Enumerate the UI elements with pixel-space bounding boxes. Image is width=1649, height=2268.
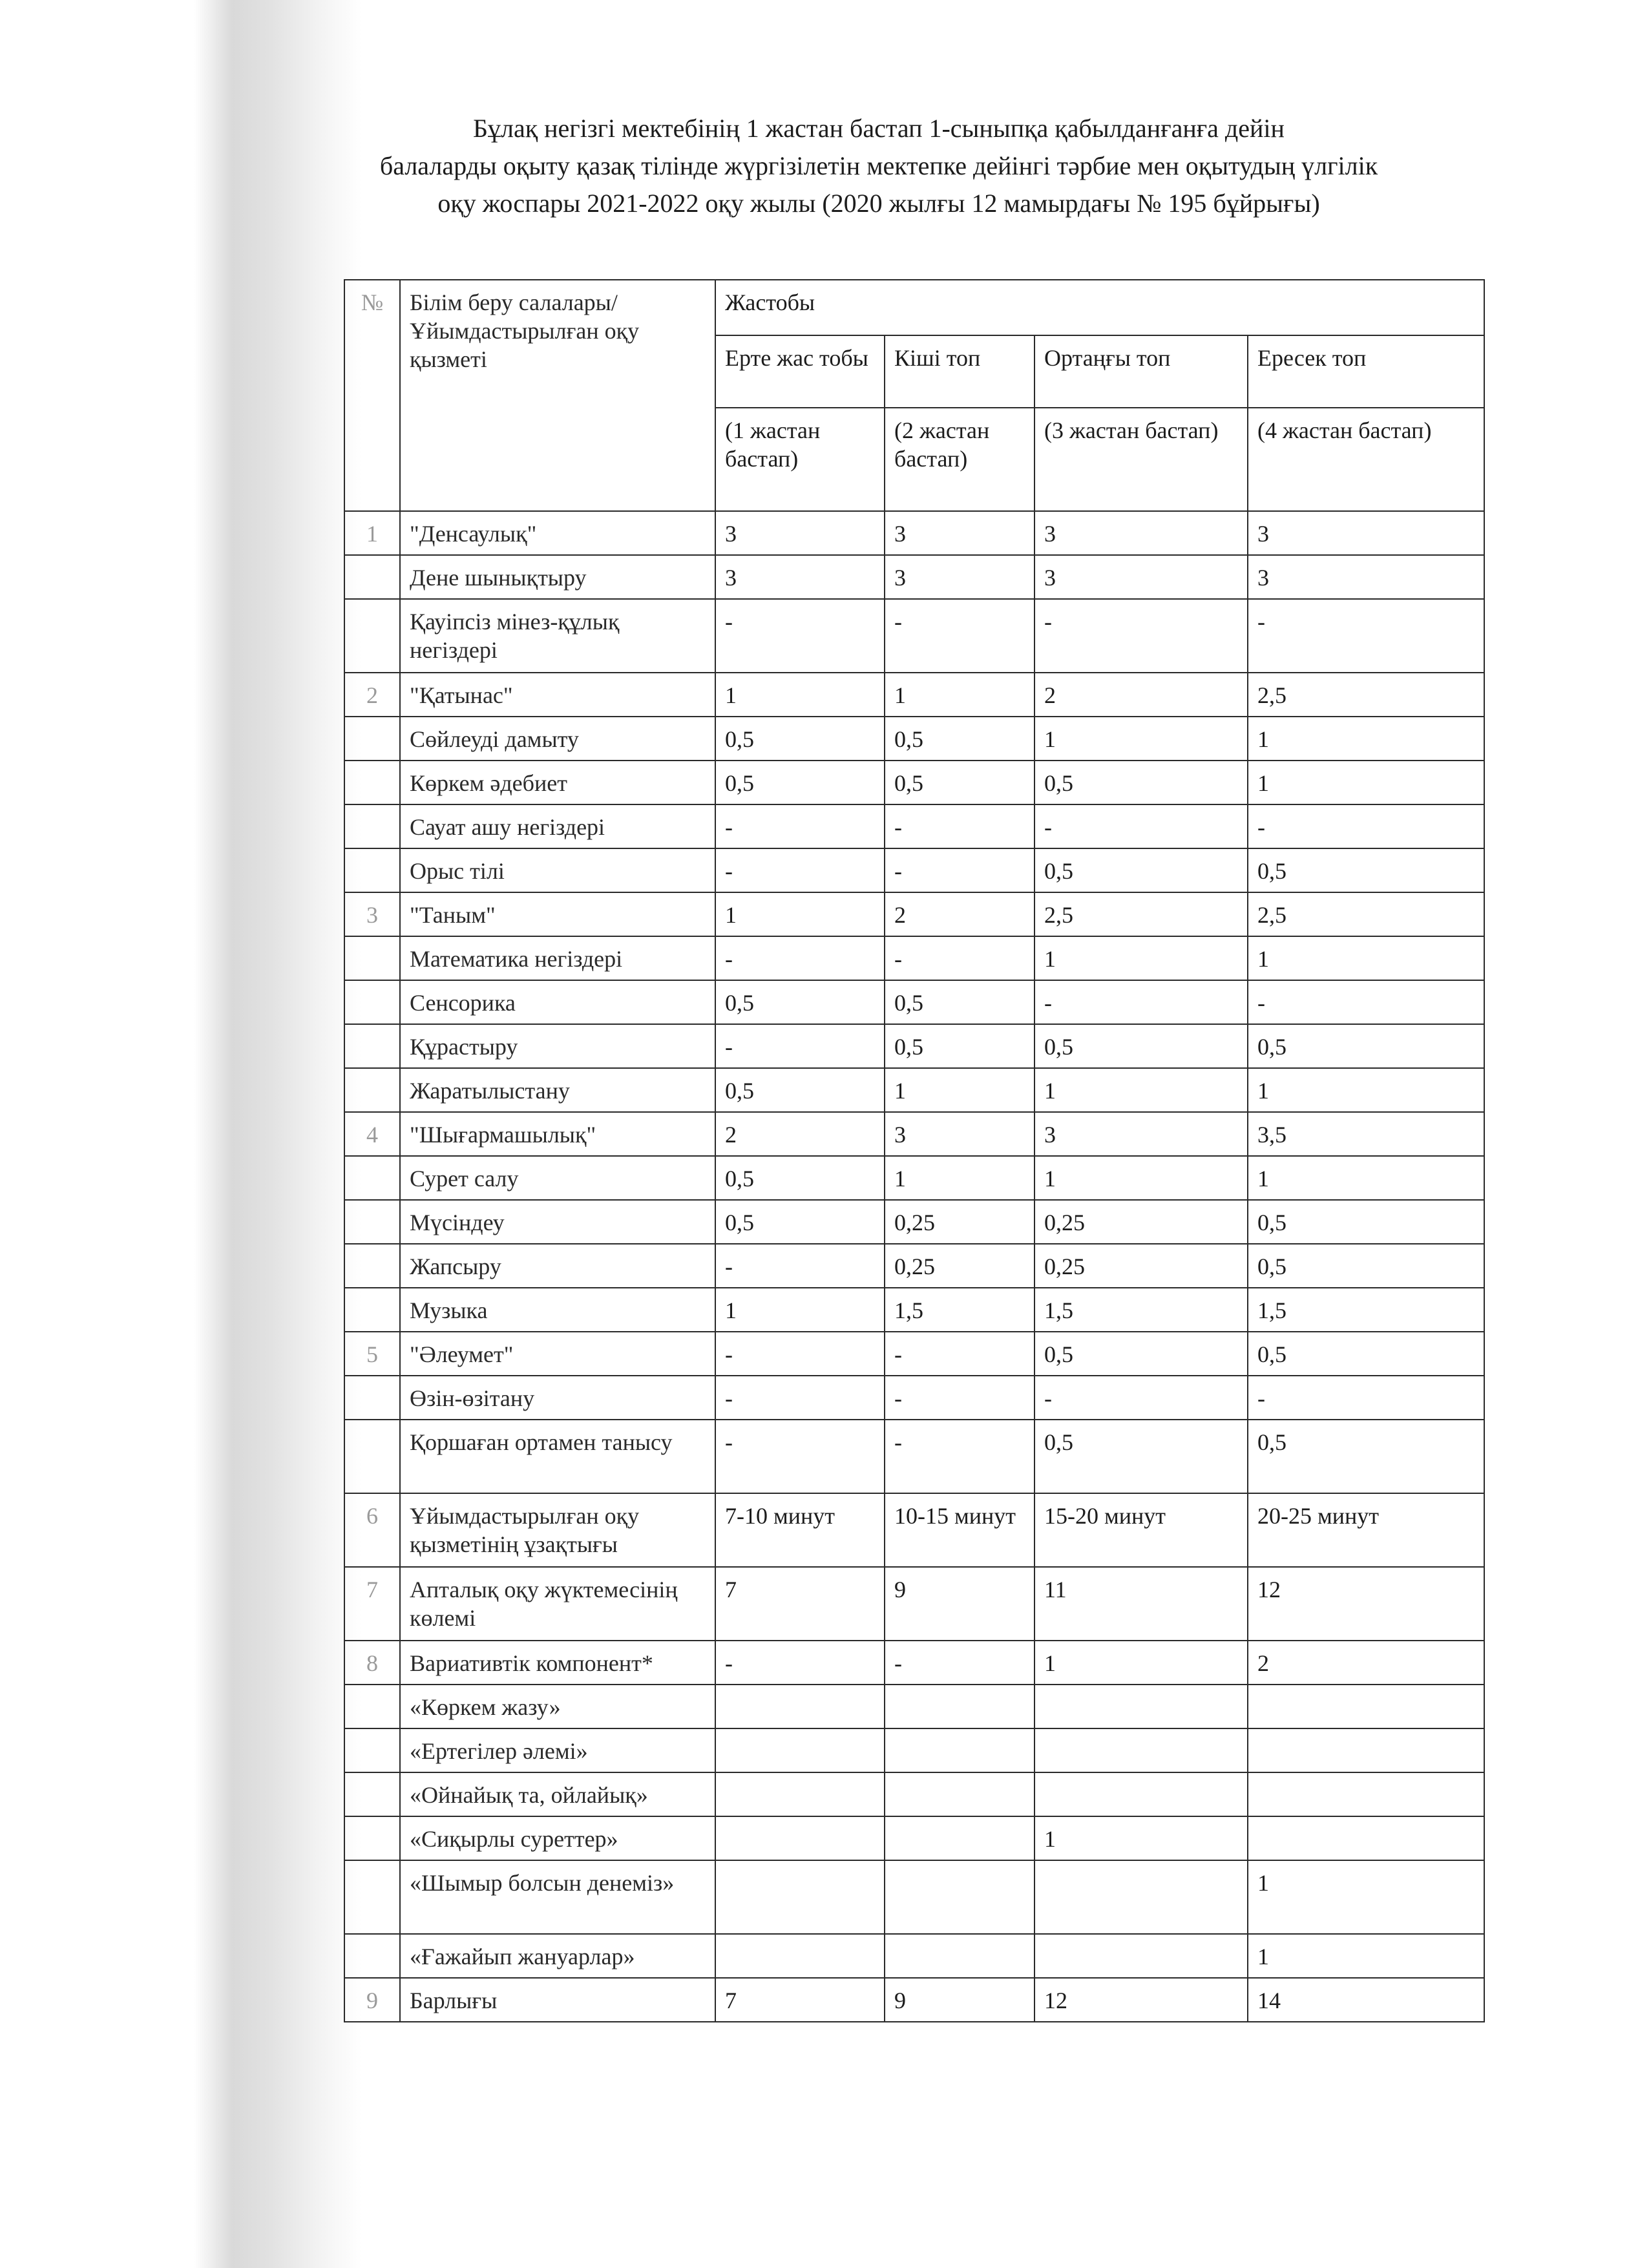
row-value-2: - — [885, 1332, 1035, 1376]
title-line-3: оқу жоспары 2021-2022 оқу жылы (2020 жылғы 12 мамырдағы № 195 бұйрығы) — [437, 189, 1320, 218]
row-value-1: - — [715, 1332, 885, 1376]
row-value-4 — [1248, 1728, 1484, 1772]
row-value-1: 0,5 — [715, 980, 885, 1024]
row-value-4: 1 — [1248, 717, 1484, 761]
row-value-1: 1 — [715, 892, 885, 936]
row-value-4: - — [1248, 804, 1484, 848]
row-number — [344, 1200, 400, 1244]
row-subject: "Әлеумет" — [400, 1332, 715, 1376]
row-value-1: - — [715, 599, 885, 673]
row-value-1: - — [715, 936, 885, 980]
row-number — [344, 980, 400, 1024]
row-number — [344, 1772, 400, 1816]
table-row — [344, 1376, 1484, 1420]
row-subject: Сенсорика — [400, 980, 715, 1024]
row-value-1: 7 — [715, 1978, 885, 2022]
row-value-1: 3 — [715, 511, 885, 555]
row-number: 2 — [344, 673, 400, 717]
row-value-4 — [1248, 1685, 1484, 1728]
row-value-2: - — [885, 1376, 1035, 1420]
row-value-3: 3 — [1035, 555, 1248, 599]
row-subject: Музыка — [400, 1288, 715, 1332]
row-number: 4 — [344, 1112, 400, 1156]
row-subject: Көркем әдебиет — [400, 761, 715, 804]
header-row — [344, 280, 1484, 335]
document-title — [246, 110, 1512, 222]
title-line-2: балаларды оқыту қазақ тілінде жүргізілетін мектепке дейінгі тәрбие мен оқытудың үлгілік — [379, 151, 1378, 180]
row-value-3: 1 — [1035, 936, 1248, 980]
row-value-3: - — [1035, 599, 1248, 673]
row-number: 1 — [344, 511, 400, 555]
row-subject: Орыс тілі — [400, 848, 715, 892]
row-value-3: 0,5 — [1035, 761, 1248, 804]
row-value-3: 2 — [1035, 673, 1248, 717]
row-value-4: 0,5 — [1248, 1332, 1484, 1376]
row-number — [344, 1685, 400, 1728]
row-value-4: 2,5 — [1248, 673, 1484, 717]
row-value-1: - — [715, 804, 885, 848]
row-value-1: 7-10 минут — [715, 1493, 885, 1567]
row-subject: Жапсыру — [400, 1244, 715, 1288]
table-row — [344, 717, 1484, 761]
row-value-2: 0,25 — [885, 1244, 1035, 1288]
row-value-1 — [715, 1816, 885, 1860]
row-value-4: 1 — [1248, 1934, 1484, 1978]
table-row — [344, 1641, 1484, 1685]
table-row — [344, 1934, 1484, 1978]
table-row — [344, 1288, 1484, 1332]
row-subject: «Ертегілер әлемі» — [400, 1728, 715, 1772]
row-value-3: 2,5 — [1035, 892, 1248, 936]
row-value-4: 0,5 — [1248, 1420, 1484, 1493]
row-value-2: 0,5 — [885, 1024, 1035, 1068]
row-value-4: 14 — [1248, 1978, 1484, 2022]
row-value-1 — [715, 1934, 885, 1978]
row-value-2: 10-15 минут — [885, 1493, 1035, 1567]
row-value-4: 20-25 минут — [1248, 1493, 1484, 1567]
row-subject: "Қатынас" — [400, 673, 715, 717]
row-value-2: 3 — [885, 511, 1035, 555]
row-value-3: 3 — [1035, 511, 1248, 555]
row-number — [344, 1816, 400, 1860]
header-age-junior: (2 жастан бастап) — [885, 408, 1035, 511]
row-value-1: 1 — [715, 673, 885, 717]
row-value-1 — [715, 1860, 885, 1934]
row-number — [344, 599, 400, 673]
row-subject: "Денсаулық" — [400, 511, 715, 555]
row-value-4: 1 — [1248, 1860, 1484, 1934]
row-value-2 — [885, 1772, 1035, 1816]
table-row — [344, 1112, 1484, 1156]
row-number — [344, 555, 400, 599]
table-row — [344, 511, 1484, 555]
row-number — [344, 1860, 400, 1934]
row-subject: Қоршаған ортамен танысу — [400, 1420, 715, 1493]
header-num: № — [344, 280, 400, 511]
row-number — [344, 1728, 400, 1772]
table-row — [344, 892, 1484, 936]
row-value-4: - — [1248, 980, 1484, 1024]
row-value-4: 3,5 — [1248, 1112, 1484, 1156]
table-row — [344, 761, 1484, 804]
table-row — [344, 1860, 1484, 1934]
row-value-1 — [715, 1772, 885, 1816]
row-subject: «Шымыр болсын денеміз» — [400, 1860, 715, 1934]
row-value-2: 3 — [885, 1112, 1035, 1156]
row-value-1: 0,5 — [715, 1200, 885, 1244]
row-value-1: 0,5 — [715, 761, 885, 804]
row-subject: Өзін-өзітану — [400, 1376, 715, 1420]
row-subject: Сөйлеуді дамыту — [400, 717, 715, 761]
row-value-2: 0,25 — [885, 1200, 1035, 1244]
row-number — [344, 1934, 400, 1978]
row-value-2: - — [885, 1420, 1035, 1493]
row-subject: "Шығармашылық" — [400, 1112, 715, 1156]
row-value-4: - — [1248, 1376, 1484, 1420]
row-number: 8 — [344, 1641, 400, 1685]
header-area: Білім беру салалары/ Ұйымдастырылған оқу қызметі — [400, 280, 715, 511]
row-value-3: - — [1035, 804, 1248, 848]
row-number — [344, 1288, 400, 1332]
row-number — [344, 717, 400, 761]
header-age-senior: (4 жастан бастап) — [1248, 408, 1484, 511]
row-value-1 — [715, 1685, 885, 1728]
row-value-3: 3 — [1035, 1112, 1248, 1156]
row-value-1: 1 — [715, 1288, 885, 1332]
row-value-2: 1,5 — [885, 1288, 1035, 1332]
row-number: 9 — [344, 1978, 400, 2022]
row-value-3: 1 — [1035, 1068, 1248, 1112]
row-value-3 — [1035, 1728, 1248, 1772]
row-value-4: 0,5 — [1248, 1024, 1484, 1068]
row-value-2: 1 — [885, 673, 1035, 717]
row-value-2 — [885, 1728, 1035, 1772]
row-number — [344, 1420, 400, 1493]
row-value-1: 2 — [715, 1112, 885, 1156]
row-value-2: 1 — [885, 1156, 1035, 1200]
table-row — [344, 673, 1484, 717]
row-value-2: 1 — [885, 1068, 1035, 1112]
row-value-1: - — [715, 848, 885, 892]
header-age-group: Жастобы — [715, 280, 1484, 335]
row-value-3: - — [1035, 1376, 1248, 1420]
row-value-2: 0,5 — [885, 761, 1035, 804]
row-value-3: 0,5 — [1035, 1420, 1248, 1493]
scan-shadow — [0, 0, 362, 2268]
row-subject: «Ойнайық та, ойлайық» — [400, 1772, 715, 1816]
row-value-3: 0,5 — [1035, 848, 1248, 892]
row-value-1: 7 — [715, 1567, 885, 1641]
row-value-3: 11 — [1035, 1567, 1248, 1641]
row-number — [344, 1244, 400, 1288]
table-row — [344, 1728, 1484, 1772]
row-value-3: 15-20 минут — [1035, 1493, 1248, 1567]
row-value-3: 1,5 — [1035, 1288, 1248, 1332]
row-subject: «Сиқырлы суреттер» — [400, 1816, 715, 1860]
table-row — [344, 1068, 1484, 1112]
row-value-4: 1 — [1248, 1156, 1484, 1200]
row-value-1: - — [715, 1420, 885, 1493]
row-value-2: 3 — [885, 555, 1035, 599]
row-subject: Мүсіндеу — [400, 1200, 715, 1244]
row-subject: Апталық оқу жүктемесінің көлемі — [400, 1567, 715, 1641]
row-value-2 — [885, 1816, 1035, 1860]
row-value-4 — [1248, 1816, 1484, 1860]
row-value-2: - — [885, 848, 1035, 892]
row-number — [344, 1376, 400, 1420]
row-value-3: - — [1035, 980, 1248, 1024]
header-age-middle: (3 жастан бастап) — [1035, 408, 1248, 511]
row-value-1: - — [715, 1376, 885, 1420]
row-value-4: 0,5 — [1248, 848, 1484, 892]
row-value-4: 1 — [1248, 936, 1484, 980]
row-value-3 — [1035, 1934, 1248, 1978]
table-row — [344, 1156, 1484, 1200]
table-row — [344, 1024, 1484, 1068]
row-value-4: 0,5 — [1248, 1200, 1484, 1244]
row-subject: Сауат ашу негіздері — [400, 804, 715, 848]
row-number: 6 — [344, 1493, 400, 1567]
row-subject: Вариативтік компонент* — [400, 1641, 715, 1685]
table-row — [344, 1772, 1484, 1816]
row-value-2: 2 — [885, 892, 1035, 936]
table-row — [344, 555, 1484, 599]
row-number — [344, 1068, 400, 1112]
header-group-middle: Ортаңғы топ — [1035, 335, 1248, 408]
header-group-early: Ерте жас тобы — [715, 335, 885, 408]
table-row — [344, 1420, 1484, 1493]
table-row — [344, 1567, 1484, 1641]
row-number: 7 — [344, 1567, 400, 1641]
row-value-3: 0,5 — [1035, 1332, 1248, 1376]
row-value-3: 1 — [1035, 1156, 1248, 1200]
row-value-1: - — [715, 1024, 885, 1068]
row-value-2: - — [885, 1641, 1035, 1685]
row-value-1: - — [715, 1244, 885, 1288]
row-value-4: 1 — [1248, 761, 1484, 804]
row-subject: Құрастыру — [400, 1024, 715, 1068]
row-subject: Дене шынықтыру — [400, 555, 715, 599]
row-value-4: 12 — [1248, 1567, 1484, 1641]
row-number — [344, 1024, 400, 1068]
row-subject: Ұйымдастырылған оқу қызметінің ұзақтығы — [400, 1493, 715, 1567]
table-row — [344, 1493, 1484, 1567]
row-value-3: 12 — [1035, 1978, 1248, 2022]
row-value-3: 0,25 — [1035, 1200, 1248, 1244]
table-row — [344, 1978, 1484, 2022]
row-value-1: - — [715, 1641, 885, 1685]
table-row — [344, 1816, 1484, 1860]
row-value-1: 0,5 — [715, 1156, 885, 1200]
row-value-2: - — [885, 936, 1035, 980]
table-row — [344, 1200, 1484, 1244]
table-row — [344, 1332, 1484, 1376]
row-subject: Сурет салу — [400, 1156, 715, 1200]
header-group-senior: Ересек топ — [1248, 335, 1484, 408]
row-value-2: - — [885, 804, 1035, 848]
row-value-4: 3 — [1248, 511, 1484, 555]
row-subject: «Ғажайып жануарлар» — [400, 1934, 715, 1978]
row-subject: Математика негіздері — [400, 936, 715, 980]
table-row — [344, 1244, 1484, 1288]
row-value-1: 0,5 — [715, 1068, 885, 1112]
row-value-2: 0,5 — [885, 717, 1035, 761]
row-value-1: 3 — [715, 555, 885, 599]
row-value-2 — [885, 1934, 1035, 1978]
row-value-2: 9 — [885, 1978, 1035, 2022]
row-value-3: 0,25 — [1035, 1244, 1248, 1288]
row-value-2: 9 — [885, 1567, 1035, 1641]
row-number: 5 — [344, 1332, 400, 1376]
row-value-4: - — [1248, 599, 1484, 673]
row-number — [344, 848, 400, 892]
row-value-3 — [1035, 1860, 1248, 1934]
row-subject: «Көркем жазу» — [400, 1685, 715, 1728]
row-value-3: 1 — [1035, 1816, 1248, 1860]
header-group-junior: Кіші топ — [885, 335, 1035, 408]
row-value-3: 1 — [1035, 717, 1248, 761]
table-row — [344, 804, 1484, 848]
row-value-4: 2,5 — [1248, 892, 1484, 936]
row-value-2: - — [885, 599, 1035, 673]
row-subject: Қауіпсіз мінез-құлық негіздері — [400, 599, 715, 673]
table-row — [344, 599, 1484, 673]
row-value-1 — [715, 1728, 885, 1772]
row-value-4: 1,5 — [1248, 1288, 1484, 1332]
row-value-4: 0,5 — [1248, 1244, 1484, 1288]
row-value-4: 1 — [1248, 1068, 1484, 1112]
row-subject: Жаратылыстану — [400, 1068, 715, 1112]
row-number — [344, 761, 400, 804]
row-value-3: 0,5 — [1035, 1024, 1248, 1068]
row-value-4 — [1248, 1772, 1484, 1816]
table-row — [344, 1685, 1484, 1728]
row-value-2 — [885, 1860, 1035, 1934]
header-age-early: (1 жастан бастап) — [715, 408, 885, 511]
row-value-3 — [1035, 1685, 1248, 1728]
row-value-3: 1 — [1035, 1641, 1248, 1685]
row-value-4: 3 — [1248, 555, 1484, 599]
curriculum-table — [344, 279, 1485, 2022]
row-value-3 — [1035, 1772, 1248, 1816]
row-number — [344, 1156, 400, 1200]
table-row — [344, 936, 1484, 980]
row-number: 3 — [344, 892, 400, 936]
table-row — [344, 848, 1484, 892]
row-number — [344, 936, 400, 980]
row-number — [344, 804, 400, 848]
row-value-4: 2 — [1248, 1641, 1484, 1685]
row-value-1: 0,5 — [715, 717, 885, 761]
table-row — [344, 980, 1484, 1024]
row-value-2: 0,5 — [885, 980, 1035, 1024]
row-subject: Барлығы — [400, 1978, 715, 2022]
row-subject: "Таным" — [400, 892, 715, 936]
row-value-2 — [885, 1685, 1035, 1728]
title-line-1: Бұлақ негізгі мектебінің 1 жастан бастап 1-сыныпқа қабылданғанға дейін — [473, 114, 1285, 143]
